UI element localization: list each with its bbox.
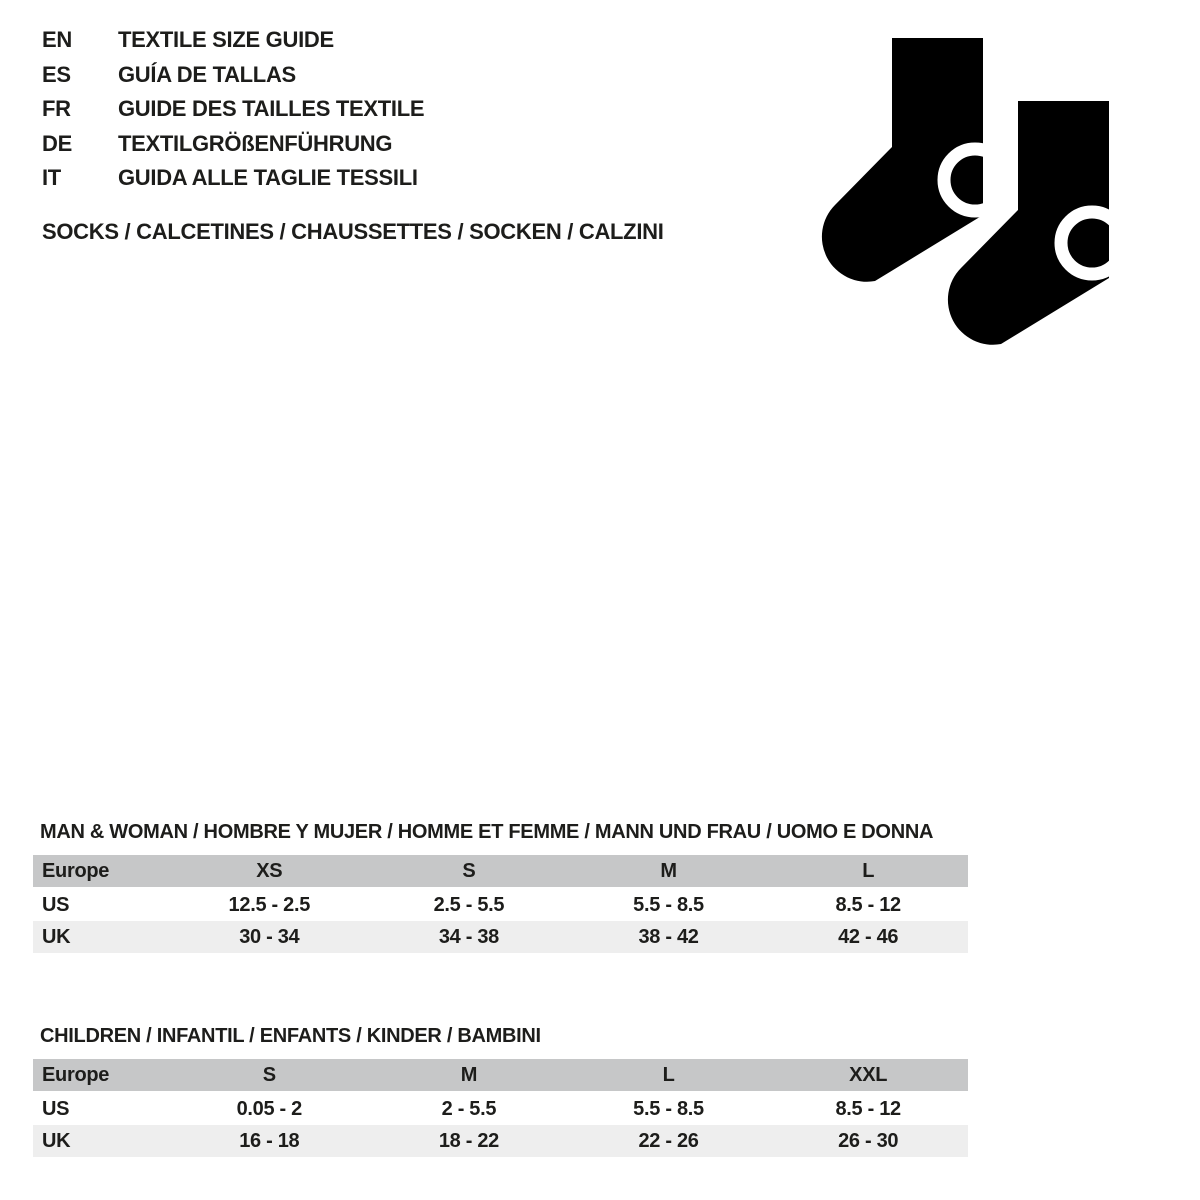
table-cell: 8.5 - 12 bbox=[835, 1098, 901, 1120]
language-label: TEXTILGRÖßENFÜHRUNG bbox=[118, 130, 393, 156]
size-table-man-woman bbox=[33, 855, 968, 953]
table-row-us bbox=[33, 888, 968, 921]
table-cell: 2 - 5.5 bbox=[441, 1098, 497, 1120]
table-cell: 8.5 - 12 bbox=[835, 894, 901, 916]
table-header-row bbox=[33, 855, 968, 888]
table-cell: 18 - 22 bbox=[438, 1130, 499, 1152]
language-row-en bbox=[42, 23, 424, 58]
language-row-it bbox=[42, 161, 424, 196]
language-row-de bbox=[42, 127, 424, 162]
language-code: DE bbox=[42, 130, 72, 156]
language-row-fr bbox=[42, 92, 424, 127]
table-cell: 2.5 - 5.5 bbox=[433, 894, 505, 916]
column-header-region: Europe bbox=[42, 860, 110, 882]
table-cell: 22 - 26 bbox=[638, 1130, 699, 1152]
language-label: TEXTILE SIZE GUIDE bbox=[118, 27, 334, 53]
language-label: GUIDE DES TAILLES TEXTILE bbox=[118, 96, 425, 122]
table-cell: 12.5 - 2.5 bbox=[228, 894, 311, 916]
table-cell: 5.5 - 8.5 bbox=[633, 1098, 704, 1120]
language-row-es bbox=[42, 58, 424, 93]
column-header-size: M bbox=[660, 860, 677, 882]
language-code: IT bbox=[42, 165, 61, 191]
row-label: US bbox=[42, 1098, 70, 1120]
column-header-size: L bbox=[862, 860, 875, 882]
row-label: UK bbox=[42, 1130, 71, 1152]
table-cell: 30 - 34 bbox=[239, 926, 300, 948]
language-code: ES bbox=[42, 61, 71, 87]
table-row-uk bbox=[33, 1125, 968, 1157]
table-row-uk bbox=[33, 921, 968, 953]
column-header-size: M bbox=[460, 1064, 478, 1086]
section-children bbox=[33, 1026, 968, 1157]
column-header-size: S bbox=[462, 860, 476, 882]
language-label: GUÍA DE TALLAS bbox=[118, 61, 296, 87]
category-title: SOCKS / CALCETINES / CHAUSSETTES / SOCKEN / CALZINI bbox=[42, 219, 664, 244]
column-header-size: XXL bbox=[849, 1064, 888, 1086]
column-header-size: L bbox=[662, 1064, 675, 1086]
language-label: GUIDA ALLE TAGLIE TESSILI bbox=[118, 165, 418, 191]
column-header-region: Europe bbox=[42, 1064, 110, 1086]
table-cell: 34 - 38 bbox=[438, 926, 499, 948]
table-cell: 0.05 - 2 bbox=[236, 1098, 303, 1120]
section-man-woman bbox=[33, 822, 968, 953]
language-code: EN bbox=[42, 27, 72, 53]
language-list bbox=[42, 23, 424, 196]
socks-icon bbox=[800, 20, 1145, 360]
table-cell: 16 - 18 bbox=[239, 1130, 300, 1152]
row-label: UK bbox=[42, 926, 71, 948]
section-title: MAN & WOMAN / HOMBRE Y MUJER / HOMME ET FEMME / MANN UND FRAU / UOMO E DONNA bbox=[40, 821, 934, 843]
table-header-row bbox=[33, 1059, 968, 1092]
table-cell: 42 - 46 bbox=[838, 926, 899, 948]
column-header-size: S bbox=[262, 1064, 276, 1086]
column-header-size: XS bbox=[256, 860, 283, 882]
language-code: FR bbox=[42, 96, 71, 122]
table-row-us bbox=[33, 1092, 968, 1125]
table-cell: 26 - 30 bbox=[838, 1130, 899, 1152]
table-cell: 38 - 42 bbox=[638, 926, 699, 948]
table-cell: 5.5 - 8.5 bbox=[633, 894, 704, 916]
section-title: CHILDREN / INFANTIL / ENFANTS / KINDER / BAMBINI bbox=[40, 1025, 541, 1047]
size-table-children bbox=[33, 1059, 968, 1157]
row-label: US bbox=[42, 894, 70, 916]
